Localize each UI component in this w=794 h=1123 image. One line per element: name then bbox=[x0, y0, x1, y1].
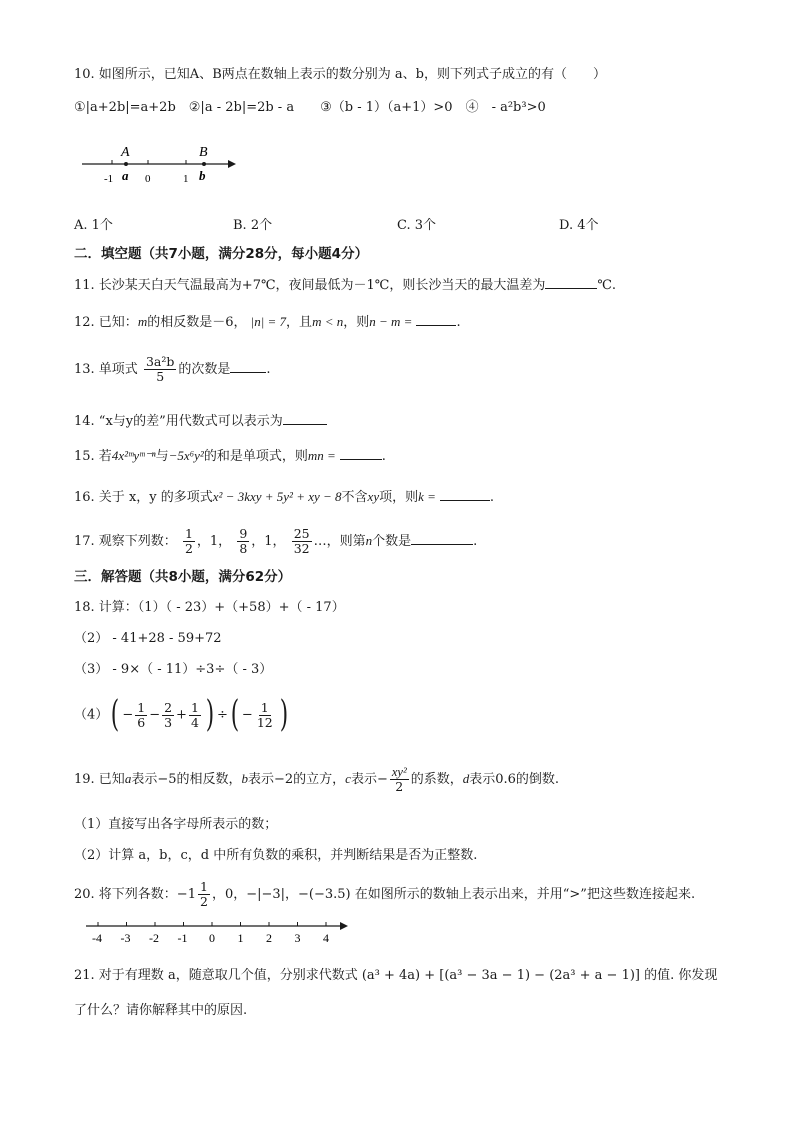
tick-label-8: 4 bbox=[323, 931, 329, 945]
option-c: C. 3个 bbox=[397, 218, 437, 233]
q19-part2: （2）计算 a，b，c，d 中所有负数的乘积，并判断结果是否为正整数. bbox=[74, 848, 478, 863]
tick-label-2: -2 bbox=[149, 931, 159, 945]
tick-label-3: -1 bbox=[177, 931, 188, 945]
section-heading-fill-blank: 二．填空题（共7小题，满分28分，每小题4分） bbox=[74, 246, 369, 262]
q12-answer-blank[interactable] bbox=[416, 313, 456, 326]
tick-label-6: 2 bbox=[266, 931, 272, 945]
q21-line1: 21. 对于有理数 a，随意取几个值，分别求代数式 (a³ + 4a) + [(a³ − 3a − 1) − (2a³ + a − 1)] 的值. 你发现 bbox=[74, 968, 718, 983]
q11: 11. 长沙某天白天气温最高为+7℃，夜间最低为－1℃，则长沙当天的最大温差为 ℃. bbox=[74, 278, 617, 293]
tick-label-0: -4 bbox=[92, 931, 102, 945]
q19-part1: （1）直接写出各字母所表示的数； bbox=[74, 817, 278, 832]
q15: 15. 若4x²ᵐyᵐ⁻ⁿ与−5x⁶y²的和是单项式，则mn = . bbox=[74, 448, 386, 464]
label-a: a bbox=[122, 168, 129, 183]
label-A: A bbox=[121, 145, 130, 160]
q13-fraction: $\frac{\text{3a²b}}{5}$ bbox=[145, 354, 175, 384]
q12: 12. 已知：m的相反数是－6， |n| = 7，且m < n，则n − m = . bbox=[74, 314, 461, 330]
option-d: D. 4个 bbox=[559, 218, 599, 233]
q10-number-line bbox=[80, 140, 240, 190]
q13: 13. 单项式 $\frac{\text{3a²b}}{5}$ 的次数是 . bbox=[74, 354, 271, 384]
q15-answer-blank[interactable] bbox=[340, 447, 382, 460]
q20-stem: 20. 将下列各数：−1 $\frac{1}{2}$ ，0，−|−3|，−(−3.5) 在如图所示的数轴上表示出来，并用“>”把这些数连接起来. bbox=[74, 879, 696, 909]
q16: 16. 关于 x，y 的多项式x² − 3kxy + 5y² + xy − 8不含xy项，则k = . bbox=[74, 489, 495, 505]
q20-number-line bbox=[84, 916, 354, 946]
q14-answer-blank[interactable] bbox=[283, 412, 327, 425]
q17: 17. 观察下列数： $\frac{1}{2}$ ，1， $\frac{9}{8}$ ，1， $\frac{25}{32}$ …，则第n个数是 . bbox=[74, 526, 478, 556]
q18-line4: （4）( − $\frac{1}{6}$ − $\frac{2}{3}$ + $\frac{1}{4}$ ) ÷( − $\frac{1}{12}$ ) bbox=[74, 694, 288, 735]
q18-line2: （2） - 41+28 - 59+72 bbox=[74, 631, 222, 646]
axis-arrow bbox=[228, 160, 236, 168]
q16-answer-blank[interactable] bbox=[440, 488, 490, 501]
tick-label-5: 1 bbox=[237, 931, 244, 945]
axis-arrow bbox=[340, 922, 348, 930]
tick-label-0: 0 bbox=[145, 173, 151, 185]
label-B: B bbox=[199, 145, 208, 160]
point-b bbox=[202, 162, 206, 166]
q18-line1: 18. 计算：（1）（ - 23）+（+58）+（ - 17） bbox=[74, 600, 345, 615]
tick-label-4: 0 bbox=[209, 931, 215, 945]
tick-label-minus1: -1 bbox=[104, 173, 114, 185]
tick-label-1: -3 bbox=[120, 931, 131, 945]
q11-answer-blank[interactable] bbox=[545, 276, 597, 289]
point-a bbox=[124, 162, 128, 166]
option-b: B. 2个 bbox=[233, 218, 273, 233]
q10-statements: ①|a+2b|=a+2b ②|a - 2b|=2b - a ③（b - 1）（a+1）>0 ④ - a²b³>0 bbox=[74, 100, 546, 115]
q19-stem: 19. 已知a表示−5的相反数，b表示−2的立方，c表示− $\frac{\text{xy²}}{2}$ 的系数，d表示0.6的倒数. bbox=[74, 765, 560, 794]
q13-answer-blank[interactable] bbox=[230, 360, 266, 373]
q10-stem: 10. 如图所示，已知A、B两点在数轴上表示的数分别为 a、b，则下列式子成立的有（ ） bbox=[74, 67, 606, 82]
tick-label-7: 3 bbox=[294, 931, 301, 945]
section-heading-solve: 三．解答题（共8小题，满分62分） bbox=[74, 569, 292, 585]
q17-answer-blank[interactable] bbox=[411, 532, 473, 545]
q21-line2: 了什么？请你解释其中的原因. bbox=[74, 1003, 248, 1018]
option-a: A. 1个 bbox=[74, 218, 113, 233]
tick-label-1: 1 bbox=[183, 173, 189, 185]
label-b: b bbox=[199, 168, 206, 183]
q18-line3: （3） - 9×（ - 11）÷3÷（ - 3） bbox=[74, 662, 273, 677]
q14: 14. “x与y的差”用代数式可以表示为 bbox=[74, 412, 327, 431]
